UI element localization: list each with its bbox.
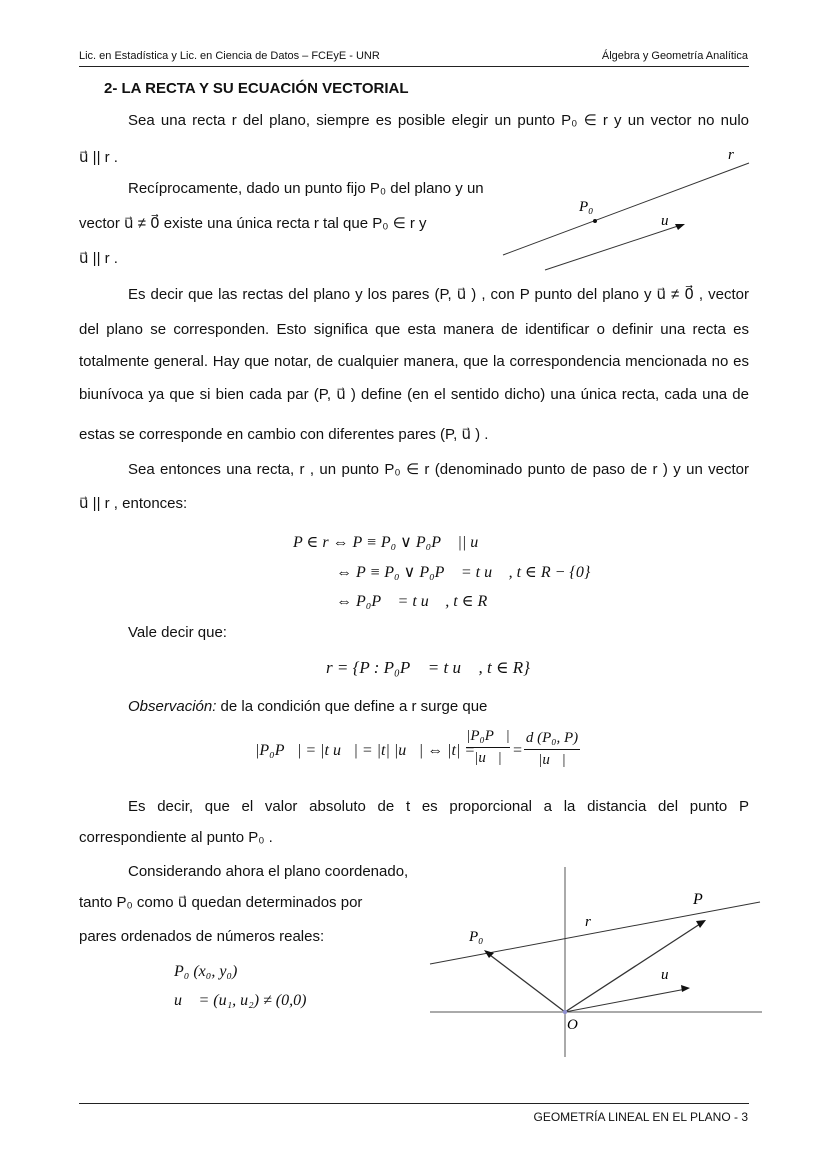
section-title: 2- LA RECTA Y SU ECUACIÓN VECTORIAL	[104, 80, 409, 97]
equation-2: ⇔ P ≡ P₀ ∨ P₀P⃗ = t u⃗ , t ∈ R − {0}	[336, 564, 591, 581]
fraction-2-denominator: |u⃗|	[538, 752, 566, 768]
line-r	[503, 163, 749, 255]
footer-text: GEOMETRÍA LINEAL EN EL PLANO - 3	[533, 1110, 748, 1124]
header-left: Lic. en Estadística y Lic. en Ciencia de Datos – FCEyE - UNR	[79, 50, 380, 62]
label-r: r	[585, 914, 591, 930]
para3-line4: biunívoca ya que si bien cada par (P, u⃗ ) define (en el sentido dicho) una única recta, cada una de	[79, 386, 749, 403]
para1-line1: Sea una recta r del plano, siempre es posible elegir un punto P₀ ∈ r y un vector no nulo	[128, 112, 749, 129]
label-p0: P₀	[469, 929, 484, 945]
header-rule	[79, 66, 749, 67]
para6-line1: Considerando ahora el plano coordenado,	[128, 863, 409, 880]
label-o: O	[567, 1017, 578, 1033]
observation-line	[128, 697, 487, 717]
header-right: Álgebra y Geometría Analítica	[601, 50, 748, 62]
label-p: P	[693, 891, 703, 908]
fraction-1-numerator: |P₀P⃗|	[466, 728, 510, 748]
para6-line2: tanto P₀ como u⃗ quedan determinados por	[79, 894, 363, 911]
para3-line3: totalmente general. Hay que notar, de cualquier manera, que la correspondencia mencionada no es	[79, 353, 749, 370]
coords-p0: P₀ (x₀, y₀)	[174, 963, 238, 980]
vector-op-arrowhead	[696, 920, 706, 928]
label-u: u⃗	[661, 213, 681, 229]
equation-3: ⇔ P₀P⃗ = t u⃗ , t ∈ R	[336, 593, 488, 610]
fraction-2-numerator: d (P₀, P)	[524, 730, 580, 750]
footer-rule	[79, 1103, 749, 1104]
point-p0	[593, 219, 597, 223]
equation-1: P ∈ r ⇔ P ≡ P₀ ∨ P₀P⃗ || u⃗	[293, 534, 491, 551]
fraction-2	[524, 730, 580, 769]
coords-u: u⃗ = (u₁, u₂) ≠ (0,0)	[174, 992, 307, 1009]
fraction-1-denominator: |u⃗|	[474, 750, 502, 766]
para3-line2: del plano se corresponden. Esto significa que esta manera de identificar o definir una recta es	[79, 321, 749, 338]
observation-equation-left: |P₀P⃗| = |t u⃗| = |t| |u⃗| ⇔ |t| =	[255, 742, 476, 759]
para4-line1: Sea entonces una recta, r , un punto P₀ ∈ r (denominado punto de paso de r ) y un vector	[128, 461, 749, 478]
observation-text: de la condición que define a r surge que	[216, 698, 488, 715]
para3-line1: Es decir que las rectas del plano y los pares (P, u⃗ ) , con P punto del plano y u⃗ ≠ 0⃗ , vector	[128, 286, 749, 303]
para5-line1: Es decir, que el valor absoluto de t es proporcional a la distancia del punto P	[128, 798, 749, 815]
para2-line3: u⃗ || r .	[79, 250, 118, 267]
para5-line2: correspondiente al punto P₀ .	[79, 829, 273, 846]
para4-line2: u⃗ || r , entonces:	[79, 495, 188, 512]
para6-line3: pares ordenados de números reales:	[79, 928, 325, 945]
fraction-equals: =	[512, 742, 523, 759]
figure-line-vector	[495, 145, 755, 275]
para1-line2: u⃗ || r .	[79, 149, 118, 166]
observation-label: Observación:	[128, 698, 217, 715]
vale-decir: Vale decir que:	[128, 624, 227, 641]
label-u: u⃗	[661, 967, 681, 983]
label-r: r	[728, 147, 734, 163]
vector-op0	[486, 952, 565, 1012]
set-equation: r = {P : P₀P⃗ = t u⃗ , t ∈ R}	[326, 658, 530, 677]
origin-dot	[563, 1010, 567, 1014]
figure-coordinate-plane	[420, 862, 765, 1062]
fraction-1	[466, 728, 510, 767]
para3-line5: estas se corresponde en cambio con diferentes pares (P, u⃗ ) .	[79, 426, 489, 443]
para2-line1: Recíprocamente, dado un punto fijo P₀ del plano y un	[128, 180, 484, 197]
para2-line2: vector u⃗ ≠ 0⃗ existe una única recta r tal que P₀ ∈ r y	[79, 215, 427, 232]
vector-u-arrowhead	[681, 985, 690, 992]
label-p0: P₀	[579, 199, 594, 215]
